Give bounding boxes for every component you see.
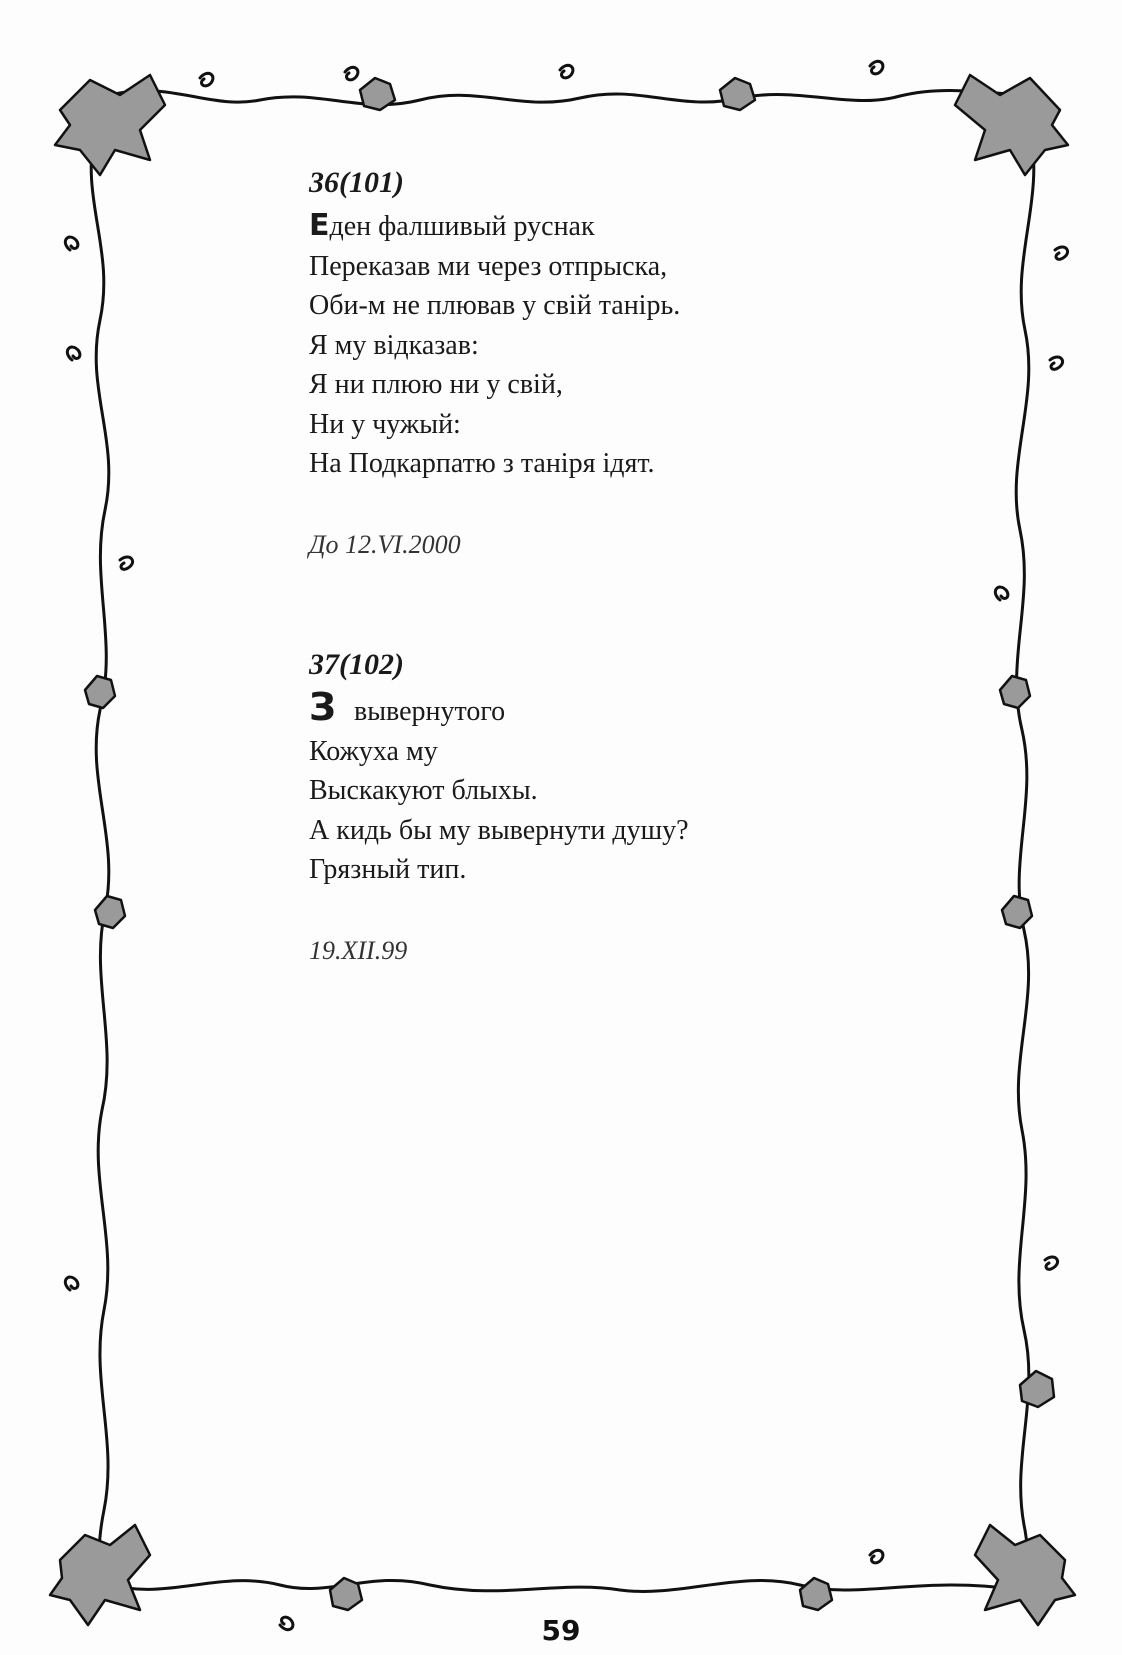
poem-37 xyxy=(309,648,869,966)
initial-letter: Е xyxy=(309,208,330,243)
first-line-rest: вывернутого xyxy=(354,696,506,727)
poem-lines xyxy=(309,206,869,484)
poem-date: До 12.VI.2000 xyxy=(309,529,461,559)
poem-line: Я му відказав: xyxy=(309,329,479,361)
poem-number: 37(102) xyxy=(309,648,404,681)
poem-first-line xyxy=(309,206,869,247)
poem-line: Я ни плюю ни у свій, xyxy=(309,369,563,400)
poem-line: На Подкарпатю з таніря ідят. xyxy=(309,448,655,479)
poem-36 xyxy=(309,166,869,560)
poem-lines xyxy=(309,685,869,890)
poem-line: Кожуха му xyxy=(309,735,438,767)
first-line-rest: ден фалшивый руснак xyxy=(329,211,595,242)
poem-number: 36(101) xyxy=(309,166,404,199)
poem-line: Грязный тип. xyxy=(309,854,467,885)
poem-line: Оби-м не плював у свій танірь. xyxy=(309,290,681,321)
poem-date: 19.XII.99 xyxy=(309,935,408,965)
poem-line: Выскакуют блыхы. xyxy=(309,775,538,806)
initial-letter: З xyxy=(309,685,336,729)
poem-line: А кидь бы му вывернути душу? xyxy=(309,814,689,846)
poem-first-line xyxy=(309,685,869,732)
poem-line: Переказав ми через отпрыска, xyxy=(309,250,668,282)
poem-line: Ни у чужый: xyxy=(309,408,461,440)
page-number: 59 xyxy=(541,1614,581,1647)
